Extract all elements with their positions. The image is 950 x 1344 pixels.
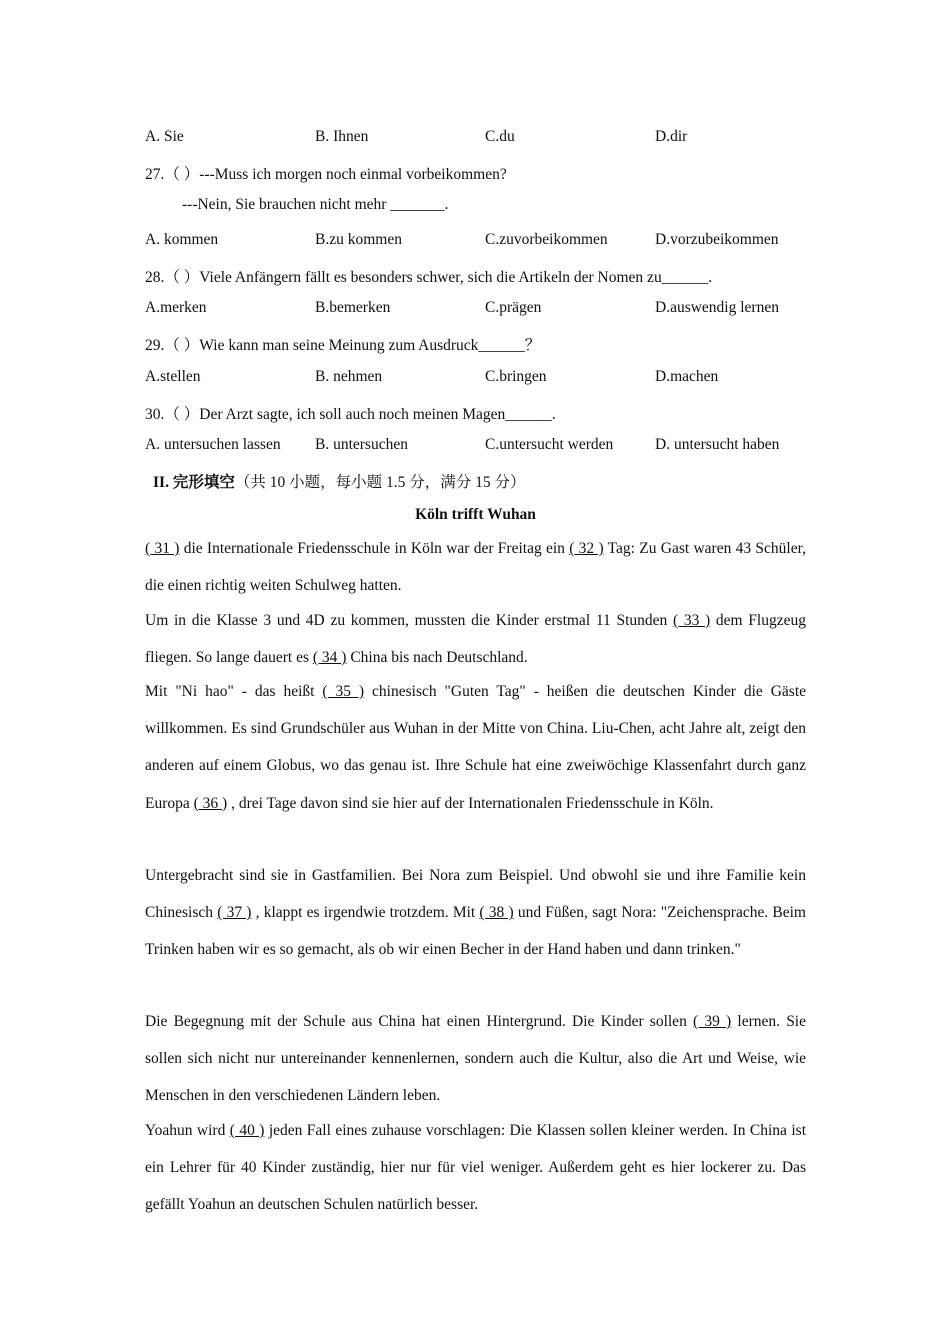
paragraph-text: Mit "Ni hao" - das heißt bbox=[145, 683, 323, 700]
passage-paragraph-6 bbox=[145, 1112, 806, 1224]
q29-option-b[interactable]: B. nehmen bbox=[315, 368, 383, 385]
passage-paragraph-3 bbox=[145, 673, 806, 822]
q27-option-d[interactable]: D.vorzubeikommen bbox=[655, 231, 779, 248]
q28-stem: 28.（ ）Viele Anfängern fällt es besonders schwer, sich die Artikeln der Nomen zu______. bbox=[145, 269, 713, 286]
paragraph-text: und Füßen, sagt Nora: "Zeichensprache. Beim Trinken haben wir es so gemacht, als ob wir einen Becher in der Hand haben und dann trinken." bbox=[145, 904, 806, 959]
paragraph-text: , drei Tage davon sind sie hier auf der Internationalen Friedensschule in Köln. bbox=[227, 794, 714, 812]
blank-37[interactable]: ( 37 ) bbox=[217, 904, 252, 922]
q26-option-b[interactable]: B. Ihnen bbox=[315, 128, 369, 145]
q27-option-b[interactable]: B.zu kommen bbox=[315, 231, 402, 248]
q27-stem-reply: ---Nein, Sie brauchen nicht mehr _______. bbox=[182, 196, 449, 213]
q29-options bbox=[145, 368, 806, 388]
blank-33[interactable]: ( 33 ) bbox=[672, 612, 711, 629]
q30-option-b[interactable]: B. untersuchen bbox=[315, 436, 408, 453]
section-label: II. 完形填空 bbox=[153, 474, 235, 491]
passage-paragraph-4 bbox=[145, 857, 806, 969]
q30-options bbox=[145, 436, 806, 456]
q28-option-c[interactable]: C.prägen bbox=[485, 299, 542, 316]
passage-paragraph-5 bbox=[145, 1003, 806, 1115]
blank-39[interactable]: ( 39 ) bbox=[693, 1013, 732, 1030]
q28-options bbox=[145, 299, 806, 319]
paragraph-text: Um in die Klasse 3 und 4D zu kommen, mussten die Kinder erstmal 11 Stunden bbox=[145, 612, 673, 629]
q26-option-d[interactable]: D.dir bbox=[655, 128, 688, 145]
passage-title: Köln trifft Wuhan bbox=[415, 506, 536, 523]
paragraph-text: , klappt es irgendwie trotzdem. Mit bbox=[251, 904, 480, 922]
q28-option-a[interactable]: A.merken bbox=[145, 299, 207, 316]
paragraph-text: die Internationale Friedensschule in Köln war der Freitag ein bbox=[179, 540, 570, 557]
paragraph-text: lernen. Sie sollen sich nicht nur untereinander kennenlernen, sondern auch die Kultur, also die Art und Weise, wie Menschen in den verschiedenen Ländern leben. bbox=[145, 1013, 806, 1105]
q28-option-d[interactable]: D.auswendig lernen bbox=[655, 299, 779, 316]
q28-option-b[interactable]: B.bemerken bbox=[315, 299, 391, 316]
q30-option-c[interactable]: C.untersucht werden bbox=[485, 436, 614, 453]
paragraph-text: chinesisch "Guten Tag" - heißen die deutschen Kinder die Gäste willkommen. Es sind Grundschüler aus Wuhan in der Mitte von China. Liu-Chen, acht Jahre alt, zeigt den anderen auf einem Globus, wo das genau ist. Ihre Schule hat eine zweiwöchige Klassenfahrt durch ganz Europa bbox=[145, 683, 807, 812]
paragraph-text: dem Flugzeug fliegen. So lange dauert es bbox=[145, 612, 806, 667]
q26-option-a[interactable]: A. Sie bbox=[145, 128, 184, 145]
blank-40[interactable]: ( 40 ) bbox=[229, 1122, 265, 1139]
q27-stem: 27.（ ）---Muss ich morgen noch einmal vorbeikommen? bbox=[145, 166, 507, 183]
paragraph-text: Die Begegnung mit der Schule aus China hat einen Hintergrund. Die Kinder sollen bbox=[145, 1013, 694, 1030]
blank-32[interactable]: ( 32 ) bbox=[569, 540, 604, 557]
q29-option-a[interactable]: A.stellen bbox=[145, 368, 201, 385]
passage-paragraph-1 bbox=[145, 530, 806, 604]
q30-option-d[interactable]: D. untersucht haben bbox=[655, 436, 780, 453]
q27-option-a[interactable]: A. kommen bbox=[145, 231, 219, 248]
blank-34[interactable]: ( 34 ) bbox=[312, 649, 347, 667]
paragraph-text: Tag: Zu Gast waren 43 Schüler, die einen richtig weiten Schulweg hatten. bbox=[145, 540, 807, 595]
blank-35[interactable]: ( 35 ) bbox=[322, 683, 365, 700]
q30-stem: 30.（ ）Der Arzt sagte, ich soll auch noch meinen Magen______. bbox=[145, 406, 556, 423]
blank-38[interactable]: ( 38 ) bbox=[479, 904, 514, 922]
paragraph-text: Yoahun wird bbox=[145, 1122, 230, 1139]
q26-options bbox=[145, 128, 806, 148]
q27-option-c[interactable]: C.zuvorbeikommen bbox=[485, 231, 608, 248]
passage-paragraph-2 bbox=[145, 602, 806, 676]
q29-option-d[interactable]: D.machen bbox=[655, 368, 719, 385]
q29-option-c[interactable]: C.bringen bbox=[485, 368, 547, 385]
section-heading bbox=[153, 470, 525, 492]
paragraph-text: China bis nach Deutschland. bbox=[346, 649, 528, 667]
q30-option-a[interactable]: A. untersuchen lassen bbox=[145, 436, 281, 453]
section-note: （共 10 小题，每小题 1.5 分，满分 15 分） bbox=[234, 474, 526, 491]
paragraph-text: jeden Fall eines zuhause vorschlagen: Die Klassen sollen kleiner werden. In China ist ein Lehrer für 40 Kinder zuständig, hier nur für viel weniger. Außerdem geht es hier lockerer zu. Das gefällt Yoahun an deutschen Schulen natürlich besser. bbox=[145, 1122, 806, 1214]
q26-option-c[interactable]: C.du bbox=[485, 128, 515, 145]
blank-36[interactable]: ( 36 ) bbox=[193, 794, 228, 812]
blank-31[interactable]: ( 31 ) bbox=[145, 540, 180, 557]
q27-options bbox=[145, 231, 806, 251]
paragraph-text: Untergebracht sind sie in Gastfamilien. Bei Nora zum Beispiel. Und obwohl sie und ihre Familie kein Chinesisch bbox=[145, 867, 806, 922]
q29-stem: 29.（ ）Wie kann man seine Meinung zum Ausdruck______？ bbox=[145, 337, 541, 354]
